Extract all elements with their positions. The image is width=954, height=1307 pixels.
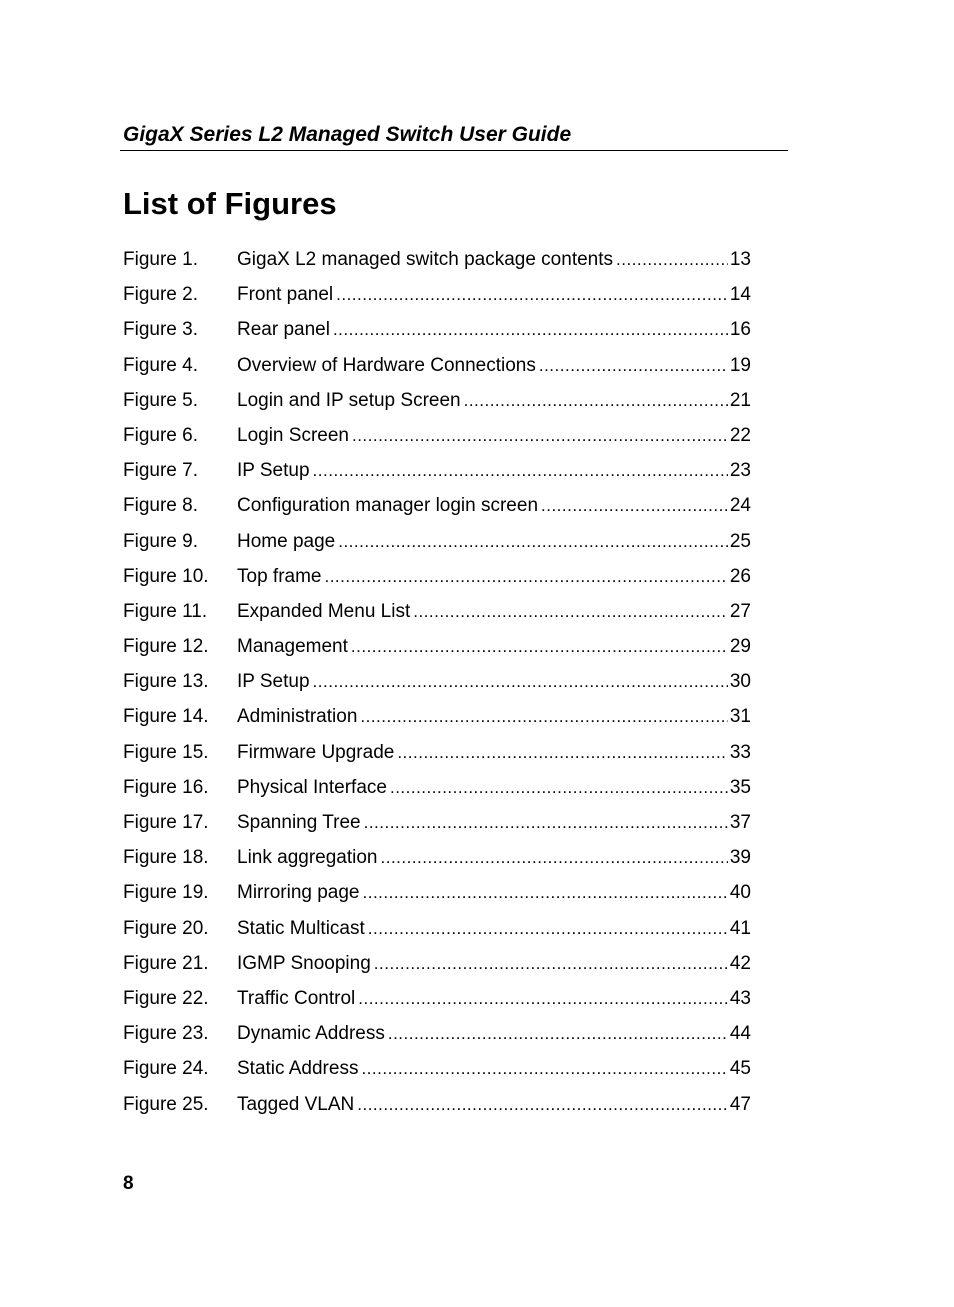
dot-leader	[351, 633, 728, 661]
figure-title: Login Screen	[237, 424, 349, 446]
figure-page-number: 23	[729, 460, 751, 482]
figure-entry[interactable]	[123, 246, 751, 281]
figure-page-number: 40	[729, 882, 751, 904]
dot-leader	[397, 739, 728, 767]
figure-entry[interactable]	[123, 528, 751, 563]
figure-page-number: 33	[729, 741, 751, 763]
dot-leader	[363, 879, 728, 907]
figure-number: Figure 22.	[123, 987, 209, 1009]
figure-title: Static Multicast	[237, 917, 365, 939]
dot-leader	[360, 703, 727, 731]
figure-page-number: 14	[729, 284, 751, 306]
figure-number: Figure 8.	[123, 495, 198, 517]
dot-leader	[381, 844, 728, 872]
figure-number: Figure 17.	[123, 812, 209, 833]
figure-number: Figure 9.	[123, 530, 198, 552]
figure-page-number: 27	[729, 600, 751, 622]
dot-leader	[616, 246, 728, 274]
figure-entry[interactable]	[123, 774, 751, 809]
figure-page-number: 41	[729, 917, 751, 939]
figure-title: Login and IP setup Screen	[237, 389, 461, 411]
figure-title: Physical Interface	[237, 776, 387, 798]
figure-entry[interactable]	[123, 457, 751, 492]
dot-leader	[364, 809, 728, 837]
figure-page-number: 45	[729, 1058, 751, 1080]
figure-number: Figure 13.	[123, 671, 209, 693]
dot-leader	[388, 1020, 728, 1048]
figure-title: Administration	[237, 706, 358, 728]
figure-title: Home page	[237, 530, 336, 552]
figure-title: IGMP Snooping	[237, 952, 371, 974]
figure-number: Figure 12.	[123, 636, 209, 658]
figure-title: Mirroring page	[237, 882, 360, 904]
dot-leader	[313, 668, 728, 696]
figure-page-number: 19	[729, 354, 751, 376]
figure-entry[interactable]	[123, 387, 751, 422]
figure-title: Management	[237, 636, 348, 658]
figure-entry[interactable]	[123, 633, 751, 668]
figure-number: Figure 6.	[123, 424, 198, 446]
figure-entry[interactable]	[123, 985, 751, 1020]
figure-entry[interactable]	[123, 844, 751, 879]
figure-entry[interactable]	[123, 422, 751, 457]
figure-list	[123, 246, 751, 1126]
figure-page-number: 16	[729, 319, 751, 341]
figure-entry[interactable]	[123, 950, 751, 985]
figure-title: Dynamic Address	[237, 1023, 385, 1045]
figure-page-number: 24	[729, 495, 751, 517]
running-header	[120, 121, 788, 151]
figure-entry[interactable]	[123, 281, 751, 316]
figure-page-number: 26	[729, 565, 751, 587]
figure-page-number: 35	[729, 776, 751, 798]
figure-page-number: 30	[729, 671, 751, 693]
figure-number: Figure 21.	[123, 952, 209, 974]
figure-entry[interactable]	[123, 1020, 751, 1055]
figure-number: Figure 16.	[123, 776, 209, 798]
figure-title: Link aggregation	[237, 847, 378, 869]
figure-page-number: 29	[729, 636, 751, 658]
dot-leader	[338, 528, 728, 556]
figure-page-number: 31	[729, 706, 751, 728]
figure-number: Figure 14.	[123, 706, 209, 728]
figure-entry[interactable]	[123, 1055, 751, 1090]
figure-entry[interactable]	[123, 915, 751, 950]
figure-entry[interactable]	[123, 809, 751, 844]
figure-entry[interactable]	[123, 739, 751, 774]
figure-number: Figure 15.	[123, 741, 209, 763]
dot-leader	[333, 316, 728, 344]
figure-number: Figure 18.	[123, 847, 209, 869]
figure-number: Figure 20.	[123, 917, 209, 939]
figure-entry[interactable]	[123, 492, 751, 527]
figure-number: Figure 24.	[123, 1058, 209, 1080]
figure-entry[interactable]	[123, 879, 751, 914]
figure-title: Firmware Upgrade	[237, 741, 395, 763]
figure-page-number: 42	[729, 952, 751, 974]
figure-number: Figure 11.	[123, 600, 208, 622]
running-header-title: GigaX Series L2 Managed Switch User Guide	[123, 123, 572, 146]
figure-title: Static Address	[237, 1058, 359, 1080]
figure-page-number: 13	[729, 249, 751, 270]
figure-title: Traffic Control	[237, 987, 356, 1009]
dot-leader	[352, 422, 728, 450]
figure-entry[interactable]	[123, 703, 751, 738]
dot-leader	[361, 1055, 727, 1083]
dot-leader	[539, 352, 728, 380]
figure-page-number: 21	[729, 389, 751, 411]
figure-number: Figure 5.	[123, 389, 198, 411]
page-number: 8	[123, 1173, 134, 1194]
figure-page-number: 39	[729, 847, 751, 869]
figure-entry[interactable]	[123, 316, 751, 351]
figure-title: IP Setup	[237, 671, 310, 693]
figure-page-number: 22	[729, 424, 751, 446]
figure-title: Front panel	[237, 284, 334, 306]
figure-number: Figure 23.	[123, 1023, 209, 1045]
dot-leader	[374, 950, 728, 978]
figure-title: Tagged VLAN	[237, 1093, 355, 1115]
figure-title: Rear panel	[237, 319, 330, 341]
dot-leader	[324, 563, 727, 591]
dot-leader	[390, 774, 728, 802]
figure-page-number: 43	[729, 987, 751, 1009]
figure-entry[interactable]	[123, 352, 751, 387]
figure-number: Figure 10.	[123, 565, 209, 587]
figure-entry[interactable]	[123, 668, 751, 703]
figure-page-number: 25	[729, 530, 751, 552]
dot-leader	[368, 915, 728, 943]
figure-page-number: 37	[729, 812, 751, 833]
figure-entry[interactable]	[123, 563, 751, 598]
figure-title: Overview of Hardware Connections	[237, 354, 536, 376]
figure-page-number: 44	[729, 1023, 751, 1045]
figure-page-number: 47	[729, 1093, 751, 1115]
figure-number: Figure 4.	[123, 354, 198, 376]
figure-number: Figure 7.	[123, 460, 198, 482]
figure-title: GigaX L2 managed switch package contents	[237, 249, 614, 270]
figure-number: Figure 25.	[123, 1093, 209, 1115]
dot-leader	[413, 598, 728, 626]
figure-title: Configuration manager login screen	[237, 495, 539, 517]
figure-entry[interactable]	[123, 1091, 751, 1126]
figure-title: Spanning Tree	[237, 812, 361, 833]
dot-leader	[336, 281, 728, 309]
figure-entry[interactable]	[123, 598, 751, 633]
figure-number: Figure 1.	[123, 249, 198, 270]
figure-number: Figure 3.	[123, 319, 198, 341]
figure-title: Expanded Menu List	[237, 600, 411, 622]
figure-number: Figure 19.	[123, 882, 209, 904]
dot-leader	[358, 985, 728, 1013]
figure-number: Figure 2.	[123, 284, 198, 306]
figure-title: Top frame	[237, 565, 322, 587]
dot-leader	[313, 457, 728, 485]
dot-leader	[357, 1091, 728, 1119]
dot-leader	[541, 492, 728, 520]
page-title: List of Figures	[123, 186, 337, 221]
dot-leader	[464, 387, 728, 415]
figure-title: IP Setup	[237, 460, 310, 482]
